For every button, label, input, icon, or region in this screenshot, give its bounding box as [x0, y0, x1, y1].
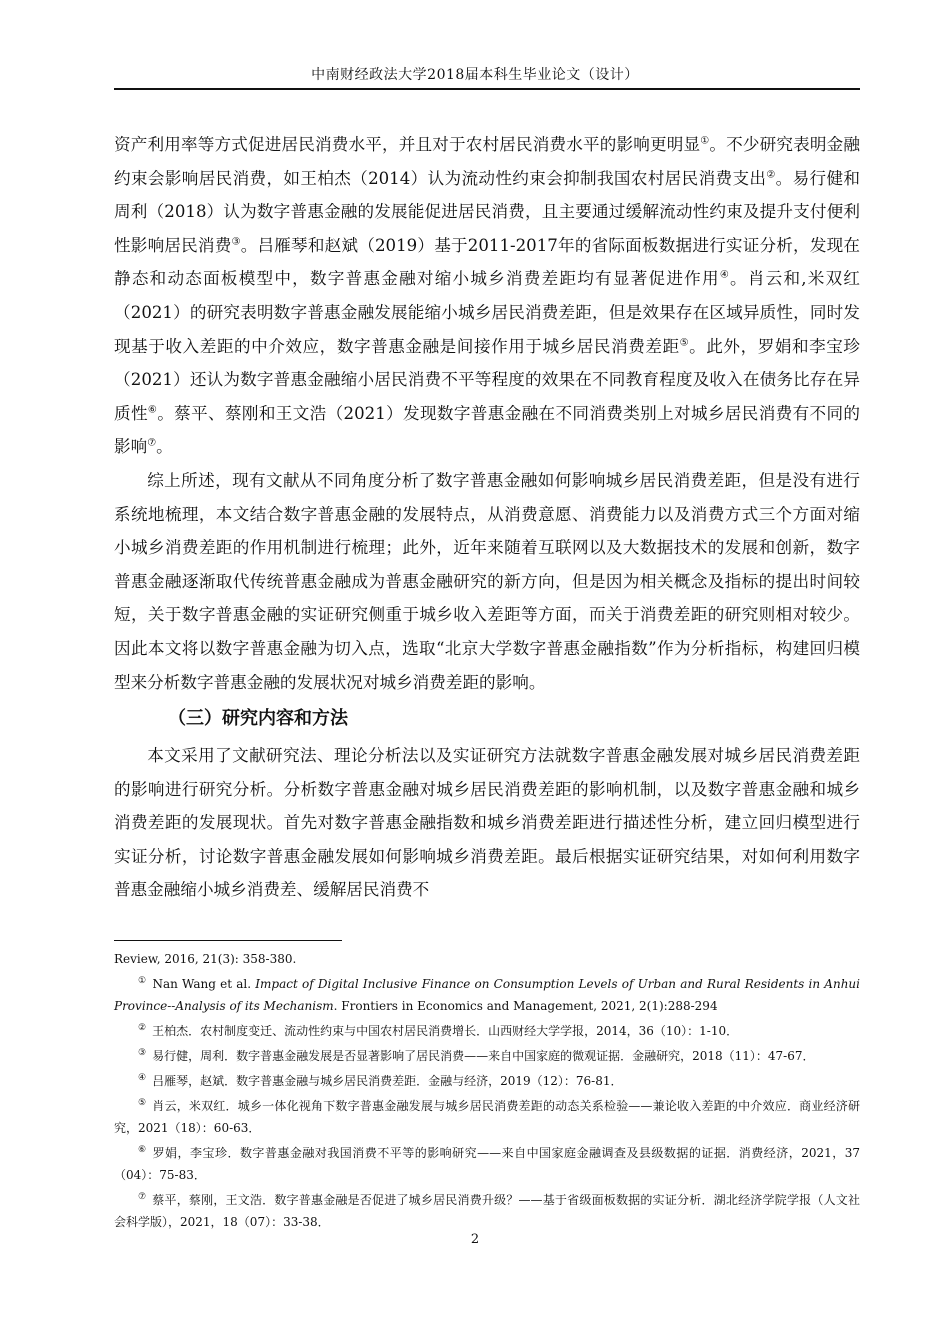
paragraph-literature-review	[114, 128, 860, 464]
paragraph-text: 。易行健和周利（2018）认为数字普惠金融的发展能促进居民消费，且主要通过缓解流动性约束及提升支付便利性影响居民消费	[114, 168, 861, 255]
footnote-author: Nan Wang et al.	[152, 977, 256, 991]
footnote-text: 蔡平，蔡刚，王文浩．数字普惠金融是否促进了城乡居民消费升级？——基于省级面板数据的实证分析．湖北经济学院学报（人文社会科学版），2021，18（07）：33-38．	[114, 1193, 860, 1229]
footnote-ref-1[interactable]: ①	[700, 135, 710, 147]
paragraph-text: 。	[156, 437, 173, 457]
footnote-2	[114, 1020, 860, 1042]
paragraph-text: 。肖云和,米双红（2021）的研究表明数字普惠金融发展能缩小城乡居民消费差距，但是效果存在区域异质性，同时发现基于收入差距的中介效应，数字普惠金融是间接作用于城乡居民消费差距	[114, 269, 861, 356]
footnotes	[114, 948, 860, 1233]
footnote-3	[114, 1045, 860, 1067]
footnote-ref-7[interactable]: ⑦	[147, 437, 157, 449]
footnote-ref-6[interactable]: ⑥	[147, 404, 158, 416]
footnote-6	[114, 1142, 860, 1186]
footnote-5	[114, 1095, 860, 1139]
footnote-mark: ⑦	[138, 1192, 147, 1202]
footnote-text: 肖云，米双红．城乡一体化视角下数字普惠金融发展与城乡居民消费差距的动态关系检验——兼论收入差距的中介效应．商业经济研究，2021（18）：60-63．	[114, 1099, 860, 1135]
footnote-mark: ⑥	[138, 1145, 147, 1155]
main-text	[114, 128, 860, 907]
paragraph-text: 。此外，罗娟和李宝珍（2021）还认为数字普惠金融缩小居民消费不平等程度的效果在不同教育程度及收入在债务比存在异质性	[114, 336, 861, 423]
footnote-mark: ①	[138, 976, 147, 986]
running-header: 中南财经政法大学2018届本科生毕业论文（设计）	[311, 67, 639, 83]
footnote-ref-3[interactable]: ③	[231, 236, 241, 248]
footnote-1	[114, 973, 860, 1017]
paragraph-methods: 本文采用了文献研究法、理论分析法以及实证研究方法就数字普惠金融发展对城乡居民消费差距的影响进行研究分析。分析数字普惠金融对城乡居民消费差距的影响机制，以及数字普惠金融和城乡消费差距的发展现状。首先对数字普惠金融指数和城乡消费差距进行描述性分析，建立回归模型进行实证分析，讨论数字普惠金融发展如何影响城乡消费差距。最后根据实证研究结果，对如何利用数字普惠金融缩小城乡消费差、缓解居民消费不	[114, 746, 860, 900]
page-number: 2	[470, 1232, 480, 1247]
paragraph-summary: 综上所述，现有文献从不同角度分析了数字普惠金融如何影响城乡居民消费差距，但是没有进行系统地梳理，本文结合数字普惠金融的发展特点，从消费意愿、消费能力以及消费方式三个方面对缩小城乡消费差距的作用机制进行梳理；此外，近年来随着互联网以及大数据技术的发展和创新，数字普惠金融逐渐取代传统普惠金融成为普惠金融研究的新方向，但是因为相关概念及指标的提出时间较短，关于数字普惠金融的实证研究侧重于城乡收入差距等方面，而关于消费差距的研究则相对较少。因此本文将以数字普惠金融为切入点，选取“北京大学数字普惠金融指数”作为分析指标，构建回归模型来分析数字普惠金融的发展状况对城乡消费差距的影响。	[114, 470, 860, 692]
footnote-text: 吕雁琴，赵斌．数字普惠金融与城乡居民消费差距．金融与经济，2019（12）：76-81．	[152, 1074, 623, 1088]
section-heading: （三）研究内容和方法	[168, 708, 348, 730]
footnote-text: 罗娟，李宝珍．数字普惠金融对我国消费不平等的影响研究——来自中国家庭金融调查及县级数据的证据．消费经济，2021，37（04）：75-83．	[114, 1146, 860, 1182]
paragraph-text: 。不少研究表明金融约束会影响居民消费，如王柏杰（2014）认为流动性约束会抑制我国农村居民消费支出	[114, 135, 861, 188]
paragraph-text: 资产利用率等方式促进居民消费水平，并且对于农村居民消费水平的影响更明显	[114, 135, 701, 154]
footnote-text: 易行健，周利．数字普惠金融发展是否显著影响了居民消费——来自中国家庭的微观证据．金融研究，2018（11）：47-67．	[152, 1049, 815, 1063]
paragraph-text: 。吕雁琴和赵斌（2019）基于2011-2017年的省际面板数据进行实证分析，发现在静态和动态面板模型中，数字普惠金融对缩小城乡消费差距均有显著促进作用	[114, 235, 861, 289]
footnote-mark: ③	[138, 1048, 147, 1058]
footnote-title: Impact of Digital Inclusive Finance on Consumption Levels of Urban and Rural Residents in Anhui Province--Analysis of its Mechanism	[114, 977, 860, 1013]
header-rule	[114, 88, 860, 90]
footnote-mark: ④	[138, 1073, 147, 1083]
footnote-mark: ②	[138, 1023, 147, 1033]
footnote-ref-2[interactable]: ②	[766, 169, 776, 181]
footnote-source: . Frontiers in Economics and Management, 2021, 2(1):288-294	[333, 999, 718, 1013]
footnote-separator	[114, 940, 342, 941]
footnote-mark: ⑤	[138, 1098, 147, 1108]
footnote-text: 王柏杰．农村制度变迁、流动性约束与中国农村居民消费增长．山西财经大学学报，2014，36（10）：1-10．	[152, 1024, 739, 1038]
footnote-ref-5[interactable]: ⑤	[679, 337, 690, 349]
footnote-continued: Review, 2016, 21(3): 358-380.	[114, 952, 297, 966]
footnote-7	[114, 1189, 860, 1233]
footnote-ref-4[interactable]: ④	[719, 269, 731, 281]
footnote-4	[114, 1070, 860, 1092]
paragraph-text: 。蔡平、蔡刚和王文浩（2021）发现数字普惠金融在不同消费类别上对城乡居民消费有不同的影响	[114, 403, 861, 457]
